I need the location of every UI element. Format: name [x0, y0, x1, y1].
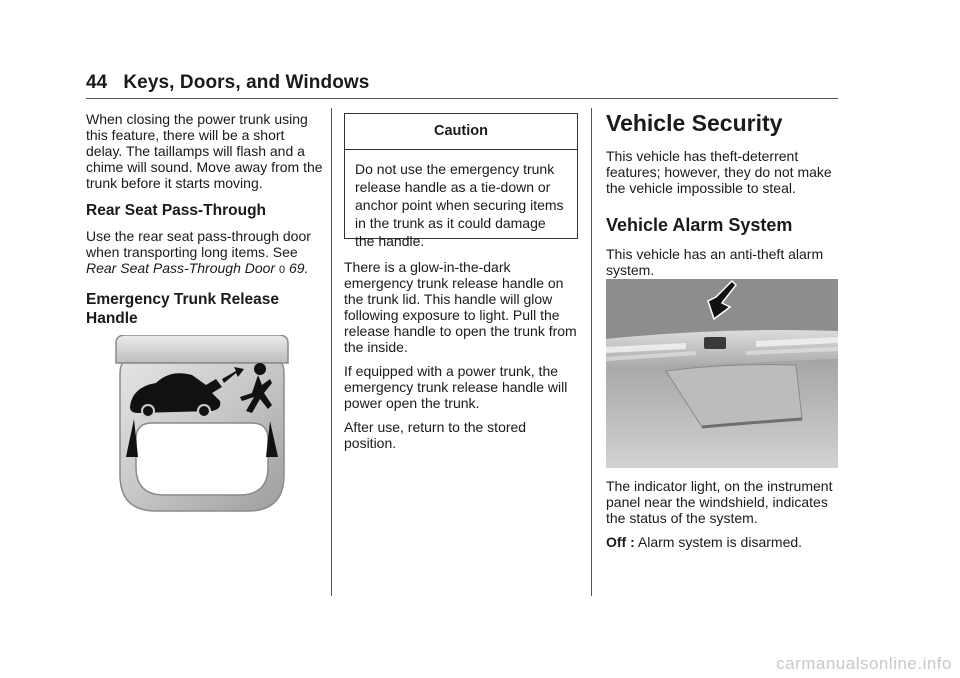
off-label: Off : [606, 534, 635, 550]
column-divider-2 [591, 108, 592, 596]
indicator-paragraph: The indicator light, on the instrument panel near the windshield, indicates the status of the system. [606, 478, 833, 526]
security-indicator-photo [606, 279, 838, 468]
rear-seat-paragraph: Use the rear seat pass-through door when transporting long items. See Rear Seat Pass-Through Door 0 69. [86, 228, 311, 276]
column-2 [344, 259, 580, 459]
page-number: 44 [86, 72, 108, 93]
emergency-release-heading: Emergency Trunk Release Handle [86, 291, 279, 327]
security-paragraph: This vehicle has theft-deterrent features; however, they do not make the vehicle impossible to steal. [606, 148, 832, 196]
caution-box [344, 113, 578, 249]
after-use-paragraph: After use, return to the stored position. [344, 419, 527, 451]
power-trunk-paragraph: When closing the power trunk using this feature, there will be a short delay. The taillamps will flash and a chime will sound. Move away from the trunk before it starts moving. [86, 111, 323, 191]
watermark: carmanualsonline.info [776, 654, 952, 673]
trunk-release-handle-illustration [112, 335, 292, 515]
column-3-top [606, 110, 840, 286]
vehicle-security-heading: Vehicle Security [606, 110, 783, 136]
page-header [86, 72, 369, 94]
column-divider-1 [331, 108, 332, 596]
rear-seat-link[interactable]: Rear Seat Pass-Through Door [86, 260, 276, 276]
off-status-paragraph: Off : Alarm system is disarmed. [606, 534, 803, 550]
chapter-title: Keys, Doors, and Windows [123, 72, 370, 93]
column-1 [86, 111, 324, 328]
rear-seat-page-ref[interactable]: 69. [289, 260, 309, 276]
alarm-paragraph: This vehicle has an anti-theft alarm system. [606, 246, 824, 278]
dashboard-illustration [606, 279, 838, 468]
alarm-system-heading: Vehicle Alarm System [606, 215, 793, 235]
caution-title: Caution [345, 114, 577, 150]
header-rule [86, 98, 838, 99]
column-3-bottom [606, 478, 840, 558]
rear-seat-heading: Rear Seat Pass-Through [86, 202, 267, 219]
power-trunk-handle-paragraph: If equipped with a power trunk, the emergency trunk release handle will power open the trunk. [344, 363, 568, 411]
page-ref-arrow-icon: 0 [278, 264, 286, 276]
glow-handle-paragraph: There is a glow-in-the-dark emergency trunk release handle on the trunk lid. This handle will glow following exposure to light. Pull the release handle to open the trunk from the inside. [344, 259, 577, 355]
caution-text: Do not use the emergency trunk release handle as a tie-down or anchor point when securing items in the trunk as it could damage the handle. [355, 161, 564, 249]
